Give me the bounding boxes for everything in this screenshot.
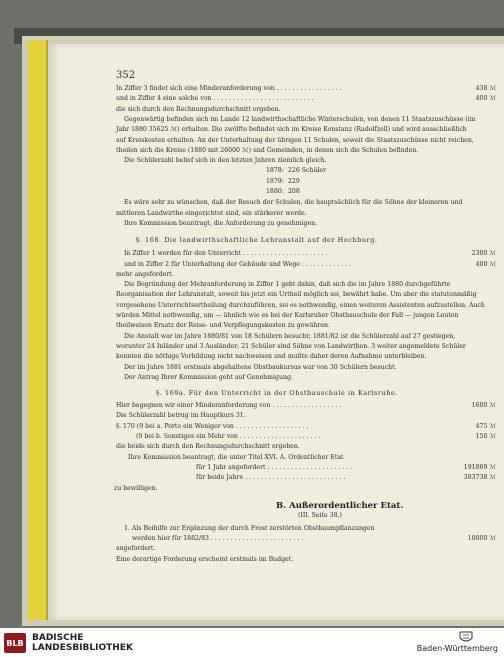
library-name [32,633,133,653]
section-b-title: B. Außerordentlicher Etat. [276,500,404,511]
state-name: Baden-Württemberg [416,644,498,653]
text-line: Eine derartige Forderung erscheint erstmals im Budget. [116,555,294,563]
amount-value: 400 ℳ [475,95,496,103]
text-line: In Ziffer 3 findet sich eine Minderanforderung von . . . . . . . . . . . . . . . . . [116,85,342,92]
section-heading: §. 168. Die landwirthschaftliche Lehranstalt auf der Hochburg. [136,236,378,245]
section-b-subtitle: (III. Seite 38.) [298,511,342,519]
text-line: Die Begründung der Mehranforderung in Ziffer 1 geht dahin, daß sich die im Jahre 1880 durchgeführte [124,281,451,289]
text-line: für 1 Jahr angefordert . . . . . . . . . . . . . . . . . . . . . . [196,463,353,471]
student-count: 208 [288,188,300,195]
text-line: mittleren Landwirthe eingerichtet sind, ein stärkerer werde. [116,209,307,217]
text-line: auf Kreiskosten erhalten. An der Unterhaltung der übrigen 11 Schulen, soweit die Staatszuschüsse nicht reichen, [116,136,474,144]
text-line: und in Ziffer 2 für Unterhaltung der Gebäude und Wege . . . . . . . . . . . . . [124,260,352,268]
text-line: angefordert. [116,545,156,553]
text-line: Der Antrag Ihrer Kommission geht auf Genehmigung. [124,373,293,381]
text-line: werden hier für 1882/83 . . . . . . . . . . . . . . . . . . . . . . . . [132,535,304,543]
text-line: Die Anstalt war im Jahre 1880/81 von 18 Schülern besucht; 1881/82 ist die Schülerzahl auf 27 gestiegen, [124,332,456,340]
library-name-line1: BADISCHE [32,633,84,643]
text-line: §. 170 (9 bei a. Porto ein Weniger von . . . . . . . . . . . . . . . . . . . [116,422,309,430]
text-line: Reorganisation der Lehranstalt, soweit bis jetzt ein Urtheil möglich sei, bewährt habe. Um aber die statutenmäßig [116,291,477,299]
text-line: Die Schülerzahl betrug im Hauptkurs 31. [116,412,246,420]
text-line: für beide Jahre . . . . . . . . . . . . . . . . . . . . . . . . . . [196,474,346,482]
amount-value: 10000 ℳ [467,535,496,543]
amount-value: 475 ℳ [475,422,496,430]
year-label: 1878: [266,167,284,175]
amount-value: 438 ℳ [475,85,496,92]
text-line: worunter 24 Inländer und 3 Ausländer; 21 Schüler sind Söhne von Landwirthen. 3 weiter angemeldete Schüler [116,342,466,350]
text-line: mehr angefordert. [116,270,174,278]
text-line: In Ziffer 1 werden für den Unterricht . . . . . . . . . . . . . . . . . . . . . . [124,250,328,258]
text-line: Der im Jahre 1881 erstmals abgehaltene Obstbaukursus war von 30 Schülern besucht. [124,363,397,371]
text-line: und in Ziffer 4 eine solche von . . . . . . . . . . . . . . . . . . . . . . . . . . [116,95,314,103]
text-line: Es wäre sehr zu wünschen, daß der Besuch der Schulen, die hauptsächlich für die Söhne der kleineren und [124,199,463,207]
yellow-page-marker [28,40,48,620]
blb-logo: BLB [4,633,26,653]
text-line: (9 bei b. Sonstiges ein Mehr von . . . . . . . . . . . . . . . . . . . . . [136,433,321,440]
text-line: vorgesehene Unterrichtsertheilung durchzuführen, sei es nothwendig, einen weiteren Assistenten aufzustellen. Auch [116,301,485,309]
text-line: Gegenwärtig befinden sich im Lande 12 landwirthschaftliche Winterschulen, von denen 11 Staatszuschüsse (im [124,115,476,123]
student-count: 226 Schüler [288,167,327,175]
text-line: Ihre Kommission beantragt, die Anforderung zu genehmigen. [124,219,318,227]
student-count: 229 [288,177,300,185]
text-line: Die Schülerzahl belief sich in den letzten Jahren ziemlich gleich. [124,157,327,165]
coat-of-arms-icon [458,630,474,644]
text-line: theilen sich die Kreise (1880 mit 26000 ℳ) und Gemeinden, in denen sich die Schulen befinden. [116,146,419,154]
amount-value: 383738 ℳ [463,474,496,482]
text-line: Jahr 1880 35625 ℳ) erhalten. Die zwölfte befindet sich im Kreise Konstanz (Radolfzell) und wird ausschließlich [116,126,467,134]
section-heading: §. 169a. Für den Unterricht in der Obstbauschule in Karlsruhe. [156,389,399,398]
amount-value: 400 ℳ [475,260,496,268]
amount-value: 2300 ℳ [471,250,496,258]
text-line: zu bewilligen. [114,484,158,492]
amount-value: 1600 ℳ [471,402,496,410]
text-line: die beide sich durch den Rechnungsdurchschnitt ergeben. [116,443,300,451]
year-label: 1879: [266,177,284,185]
text-line: 1. Als Beihilfe zur Ergänzung der durch Frost zerstörten Obstbaumpflanzungen [124,524,375,532]
page-number: 352 [116,70,136,81]
amount-value: 191869 ℳ [463,463,496,471]
text-line: Hier begegnen wir einer Minderanforderung von . . . . . . . . . . . . . . . . . . [116,402,342,410]
text-line: theilweisen Ersatz der Reise- und Verpflegungskosten zu gewähren. [116,322,330,330]
text-line: konnten die nöthige Vorbildung nicht nachweisen und mußte daher deren Aufnahme unterbleiben. [116,353,427,361]
text-line: Ihre Kommission beantragt, die unter Titel XVI. A. Ordentlicher Etat [128,453,344,461]
library-name-line2: LANDESBIBLIOTHEK [32,643,133,653]
document-page [48,44,504,620]
amount-value: 150 ℳ [475,433,496,440]
text-line: die sich durch den Rechnungsdurchschnitt ergeben. [116,105,281,113]
year-label: 1880: [266,188,284,195]
text-line: würden Mittel nothwendig, um — ähnlich wie es bei der Karlsruher Obstbauschule der Fall — jungen Leuten [116,312,459,319]
